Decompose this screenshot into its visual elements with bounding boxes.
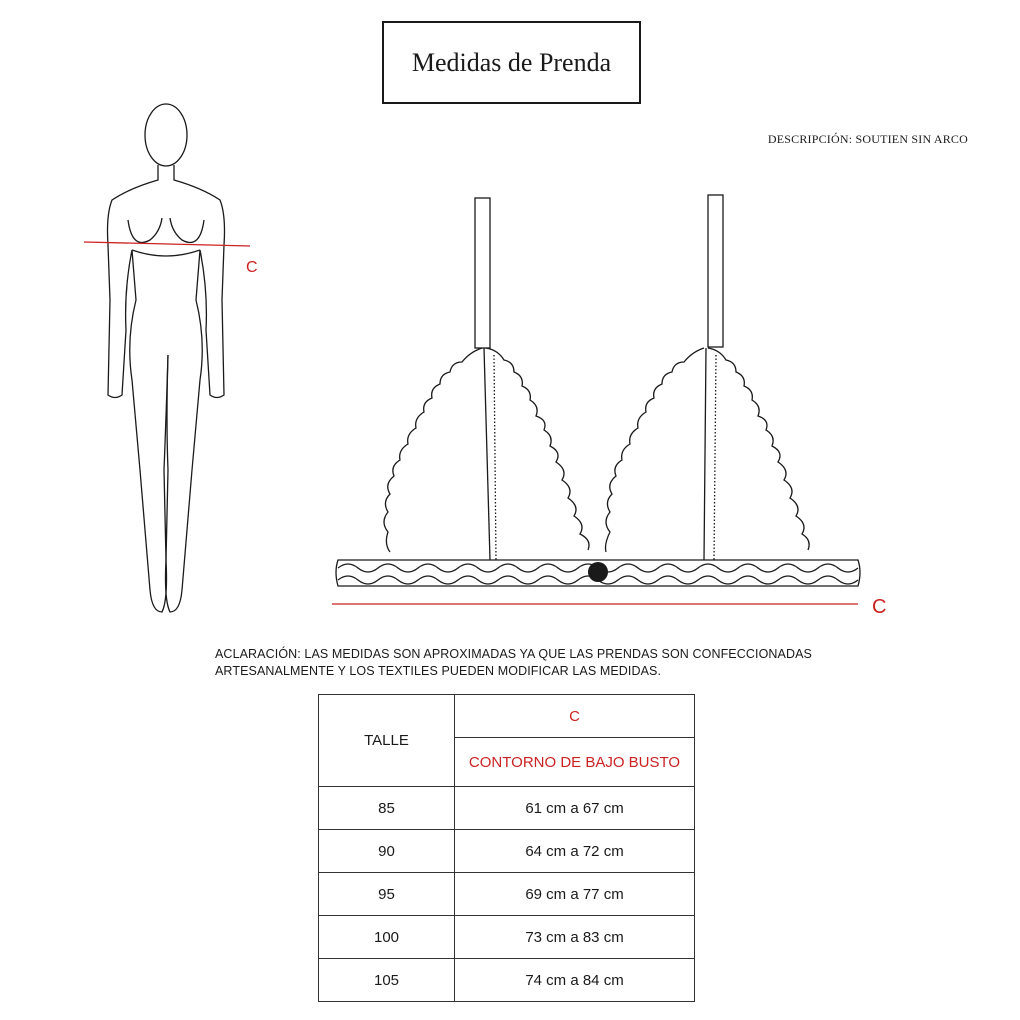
- table-row: [319, 959, 695, 1002]
- talle-cell: 100: [319, 916, 455, 959]
- table-row: [319, 787, 695, 830]
- bra-drawing-icon: [336, 195, 860, 586]
- range-cell: 69 cm a 77 cm: [455, 873, 695, 916]
- female-figure-icon: [108, 104, 225, 612]
- table-row: [319, 873, 695, 916]
- figure-measure-label: C: [246, 259, 258, 276]
- garment-measure-label: C: [872, 596, 887, 618]
- talle-header: TALLE: [319, 695, 455, 787]
- measure-code-header: C: [455, 695, 695, 738]
- talle-cell: 85: [319, 787, 455, 830]
- measure-name-header: CONTORNO DE BAJO BUSTO: [455, 738, 695, 787]
- size-table: [318, 694, 695, 1002]
- table-row: [319, 916, 695, 959]
- center-rosette-icon: [588, 562, 608, 582]
- range-cell: 74 cm a 84 cm: [455, 959, 695, 1002]
- range-cell: 73 cm a 83 cm: [455, 916, 695, 959]
- page-title: Medidas de Prenda: [382, 21, 641, 104]
- talle-cell: 95: [319, 873, 455, 916]
- table-row: [319, 830, 695, 873]
- disclaimer-note: ACLARACIÓN: LAS MEDIDAS SON APROXIMADAS YA QUE LAS PRENDAS SON CONFECCIONADAS ARTESANALMENTE Y LOS TEXTILES PUEDEN MODIFICAR LAS MEDIDAS.: [215, 647, 812, 678]
- range-cell: 61 cm a 67 cm: [455, 787, 695, 830]
- range-cell: 64 cm a 72 cm: [455, 830, 695, 873]
- figure-measure-line: [84, 242, 250, 246]
- garment-description: DESCRIPCIÓN: SOUTIEN SIN ARCO: [767, 132, 968, 146]
- talle-cell: 90: [319, 830, 455, 873]
- talle-cell: 105: [319, 959, 455, 1002]
